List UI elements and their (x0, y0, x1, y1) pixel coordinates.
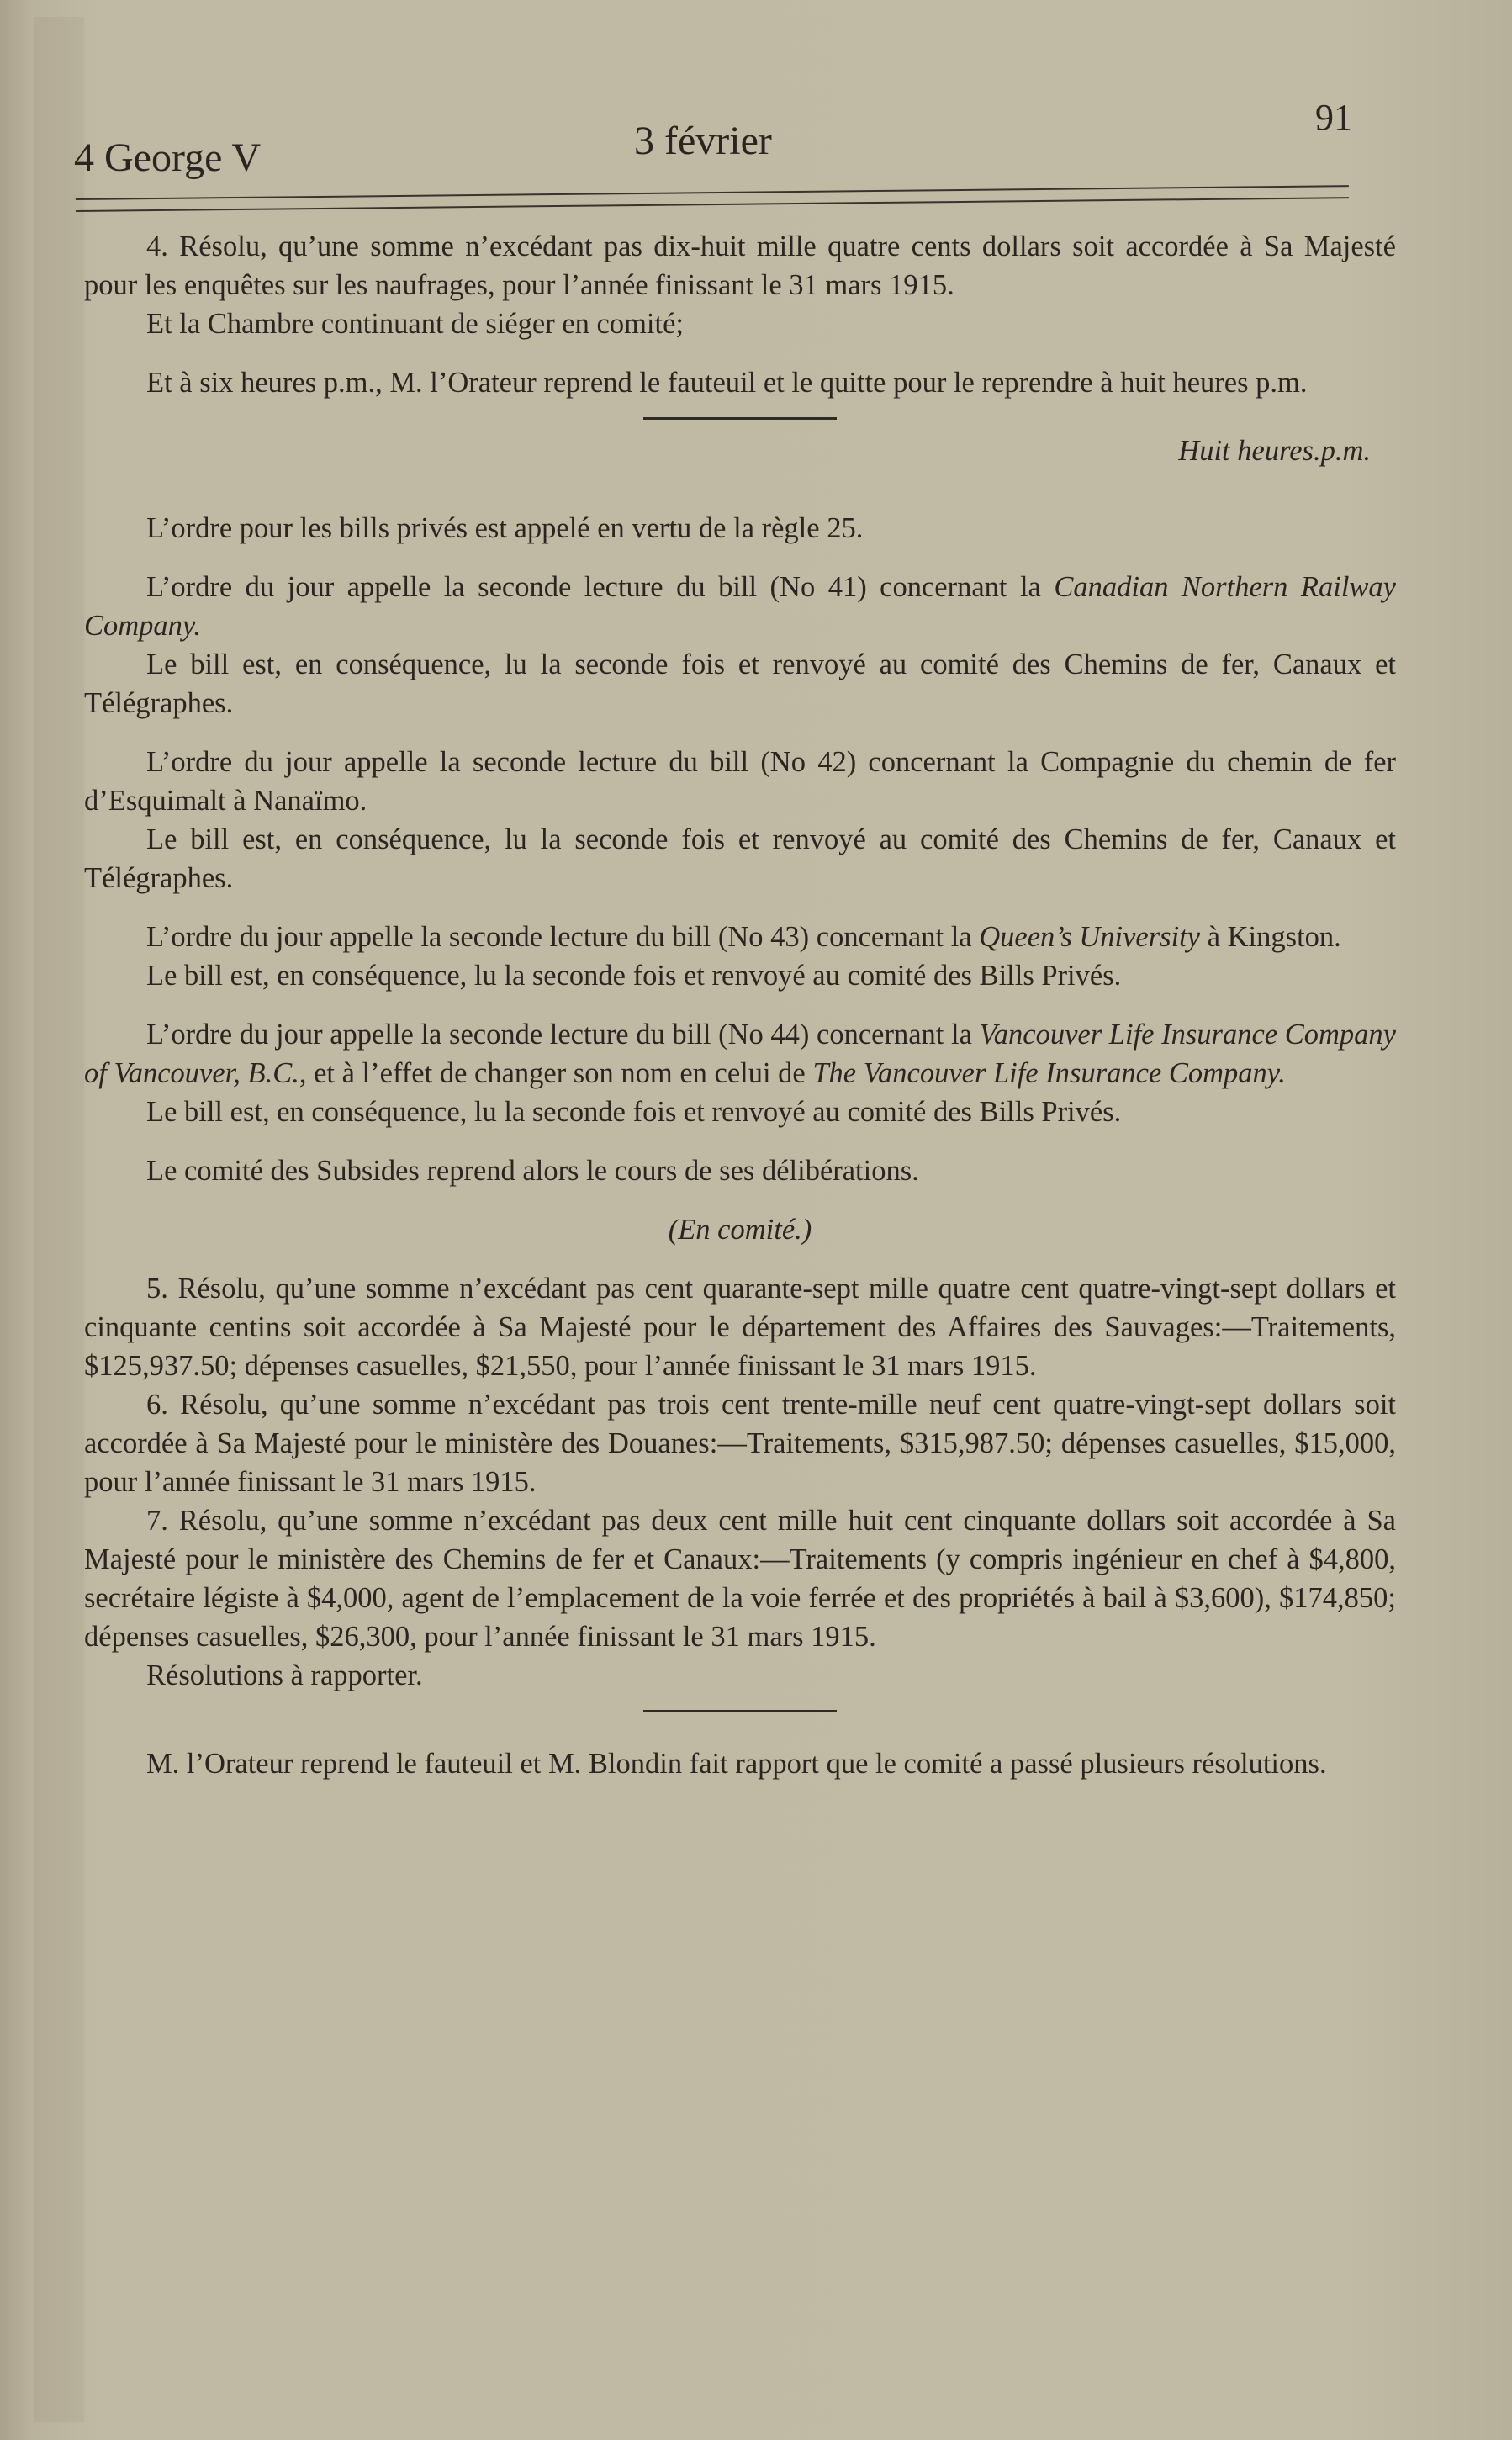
page-edge-shadow (34, 17, 84, 2422)
header-date: 3 février (634, 119, 772, 163)
paragraph-six-pm: Et à six heures p.m., M. l’Orateur reprend le fauteuil et le quitte pour le reprendre à huit heures p.m. (146, 367, 1308, 399)
bill-44-new-name: The Vancouver Life Insurance Company. (812, 1057, 1286, 1089)
resolutions-to-report: Résolutions à rapporter. (146, 1659, 423, 1691)
bill-44-rename-text: , et à l’effet de changer son nom en celui de (299, 1057, 813, 1089)
paragraph-supply-committee: Le comité des Subsides reprend alors le cours de ses délibérations. (146, 1155, 919, 1187)
paragraph-bill-43-referral: Le bill est, en conséquence, lu la seconde fois et renvoyé au comité des Bills Privés. (146, 960, 1122, 992)
time-heading: Huit heures.p.m. (1178, 435, 1371, 467)
paragraph-bill-42: L’ordre du jour appelle la seconde lecture du bill (No 42) concernant la Compagnie du chemin de fer d’Esquimalt à Nanaïmo. (84, 746, 1396, 817)
paragraph-chamber-sitting: Et la Chambre continuant de siéger en comité; (146, 308, 684, 340)
paragraph-private-bills: L’ordre pour les bills privés est appelé en vertu de la règle 25. (146, 512, 864, 544)
paragraph-bill-43 (84, 918, 1396, 956)
paragraph-bill-41 (84, 568, 1396, 645)
bill-43-text: L’ordre du jour appelle la seconde lecture du bill (No 43) concernant la (146, 921, 980, 953)
bill-41-text: L’ordre du jour appelle la seconde lecture du bill (No 41) concernant la (146, 571, 1055, 603)
resolution-7: 7. Résolu, qu’une somme n’excédant pas deux cent mille huit cent cinquante dollars soit accordée à Sa Majesté pour le ministère des Chemins de fer et Canaux:—Traitements (y compris ingénieur en chef à $4,800, secrétaire légiste à $4,000, agent de l’emplacement de la voie ferrée et des propriétés à bail à $3,600), $174,850; dépenses casuelles, $26,300, pour l’année finissant le 31 mars 1915. (84, 1505, 1396, 1653)
bill-44-company: Vancouver Life Insurance Company of Vancouver, B.C. (84, 1019, 1396, 1089)
paragraph-bill-44 (84, 1015, 1396, 1093)
in-committee-heading (84, 1210, 1396, 1249)
header-regnal-year: 4 George V (74, 135, 262, 180)
resolution-6: 6. Résolu, qu’une somme n’excédant pas trois cent trente-mille neuf cent quatre-vingt-sept dollars soit accordée à Sa Majesté pour le ministère des Douanes:—Traitements, $315,987.50; dépenses casuelles, $15,000, pour l’année finissant le 31 mars 1915. (84, 1389, 1396, 1498)
section-separator (643, 417, 837, 420)
page-number: 91 (1315, 97, 1352, 138)
paragraph-bill-44-referral: Le bill est, en conséquence, lu la seconde fois et renvoyé au comité des Bills Privés. (146, 1096, 1122, 1128)
bill-43-place: à Kingston. (1200, 921, 1341, 953)
bill-43-university: Queen’s University (979, 921, 1201, 953)
bill-41-company: Canadian Northern Railway Company. (84, 571, 1396, 642)
paragraph-bill-42-referral: Le bill est, en conséquence, lu la seconde fois et renvoyé au comité des Chemins de fer, Canaux et Télégraphes. (84, 823, 1396, 894)
section-separator-2 (643, 1710, 837, 1712)
document-body (84, 227, 1396, 1783)
bill-44-text: L’ordre du jour appelle la seconde lecture du bill (No 44) concernant la (146, 1019, 980, 1051)
resolution-4: 4. Résolu, qu’une somme n’excédant pas dix-huit mille quatre cents dollars soit accordée à Sa Majesté pour les enquêtes sur les naufrages, pour l’année finissant le 31 mars 1915. (84, 230, 1396, 301)
in-committee-label: (En comité.) (668, 1214, 812, 1246)
resolution-5: 5. Résolu, qu’une somme n’excédant pas cent quarante-sept mille quatre cent quatre-vingt-sept dollars et cinquante centins soit accordée à Sa Majesté pour le département des Affaires des Sauvages:—Traitements, $125,937.50; dépenses casuelles, $21,550, pour l’année finissant le 31 mars 1915. (84, 1273, 1396, 1382)
paragraph-speaker-report: M. l’Orateur reprend le fauteuil et M. Blondin fait rapport que le comité a passé plusieurs résolutions. (146, 1748, 1327, 1780)
paragraph-bill-41-referral: Le bill est, en conséquence, lu la seconde fois et renvoyé au comité des Chemins de fer, Canaux et Télégraphes. (84, 648, 1396, 719)
